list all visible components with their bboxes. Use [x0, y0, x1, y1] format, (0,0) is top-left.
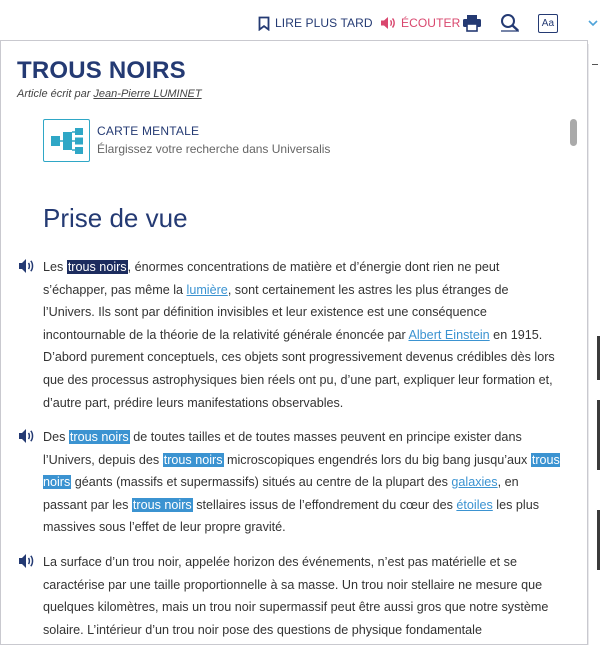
inline-link[interactable]: étoiles	[456, 497, 493, 512]
article-panel	[0, 40, 588, 645]
article-paragraph	[43, 426, 563, 539]
mindmap-text	[97, 124, 330, 156]
text-segment: , énormes concentrations de matière et d’énergie dont rien ne peut s’échapper, pas même la	[43, 260, 500, 297]
listen-paragraph-button[interactable]	[18, 553, 36, 569]
author-link[interactable]: Jean-Pierre LUMINET	[93, 88, 202, 100]
section-title: Prise de vue	[43, 203, 188, 233]
font-size-icon: Aa	[538, 14, 558, 33]
byline-prefix: Article écrit par	[17, 88, 91, 100]
search-highlight: trous noirs	[132, 497, 192, 512]
speaker-icon	[18, 428, 36, 444]
text-segment: microscopiques engendrés lors du big bang jusqu’aux	[223, 452, 531, 467]
inline-link[interactable]: galaxies	[451, 475, 498, 490]
inline-link[interactable]: lumière	[186, 282, 228, 297]
read-later-label: LIRE PLUS TARD	[275, 16, 373, 30]
search-button[interactable]	[499, 12, 521, 34]
text-segment: de toutes tailles et de toutes masses peuvent en principe exister dans l’Univers, depuis des	[43, 430, 522, 467]
listen-paragraph-button[interactable]	[18, 428, 36, 444]
search-highlight: trous noirs	[67, 260, 127, 274]
text-segment: La surface d’un trou noir, appelée horizon des événements, n’est pas matérielle et se caractérise par une taille proportionnelle à sa masse. Un trou noir stellaire ne mesure que quelques kilomètres, mais un trou noir supermassif peut être aussi gros que notre système solaire. L’intérieur d’un trou noir pose des questions de physique fondamentale	[43, 555, 549, 637]
search-highlight: trous noirs	[43, 452, 560, 490]
bookmark-icon	[258, 16, 270, 31]
text-segment: géants (massifs et supermassifs) situés au centre de la plupart des	[71, 475, 452, 490]
more-menu-button[interactable]	[588, 12, 598, 34]
text-segment: Les	[43, 260, 67, 274]
search-highlight: trous noirs	[69, 430, 129, 444]
mindmap-subtitle: Élargissez votre recherche dans Universalis	[97, 142, 331, 156]
speaker-icon	[18, 258, 36, 274]
mindmap-icon	[43, 119, 90, 162]
listen-button[interactable]	[380, 12, 460, 34]
search-highlight: trous noirs	[163, 452, 223, 467]
listen-paragraph-button[interactable]	[18, 258, 36, 274]
text-segment: en 1915. D’abord purement conceptuels, ces objets sont progressivement devenus crédibles dès lors que des processus astrophysiques bien réels ont pu, d’une part, expliquer leur formation et, d’autre part, prédire leurs manifestations observables.	[43, 327, 555, 410]
read-later-button[interactable]	[258, 12, 373, 34]
mindmap-card[interactable]	[43, 119, 330, 163]
article-paragraph	[43, 256, 563, 414]
adjacent-panel-edge	[589, 40, 600, 645]
listen-label: ÉCOUTER	[401, 16, 461, 30]
mindmap-title: CARTE MENTALE	[97, 124, 200, 138]
print-button[interactable]	[462, 12, 482, 34]
text-segment: stellaires issus de l’effondrement du cœur des	[192, 497, 457, 512]
edge-mark	[592, 64, 598, 65]
article-paragraph	[43, 551, 563, 641]
text-segment: les plus massives sous l’effet de leur propre gravité.	[43, 497, 539, 535]
speaker-icon	[380, 16, 396, 30]
article-title: TROUS NOIRS	[17, 57, 186, 84]
font-size-button[interactable]	[538, 12, 558, 34]
chevron-down-icon	[588, 19, 598, 27]
text-segment: , en passant par les	[43, 475, 519, 512]
article-toolbar	[0, 0, 600, 44]
printer-icon	[462, 14, 482, 32]
text-segment: , sont certainement les astres les plus étranges de l’Univers. Ils sont par définition invisibles et leur existence est une conséquence incontournable de la théorie de la relativité générale énoncée par	[43, 282, 509, 342]
inline-link[interactable]: Albert Einstein	[408, 327, 490, 342]
speaker-icon	[18, 553, 36, 569]
search-icon	[499, 13, 521, 33]
scrollbar-thumb[interactable]	[570, 119, 577, 146]
byline	[17, 88, 202, 100]
text-segment: Des	[43, 430, 69, 444]
